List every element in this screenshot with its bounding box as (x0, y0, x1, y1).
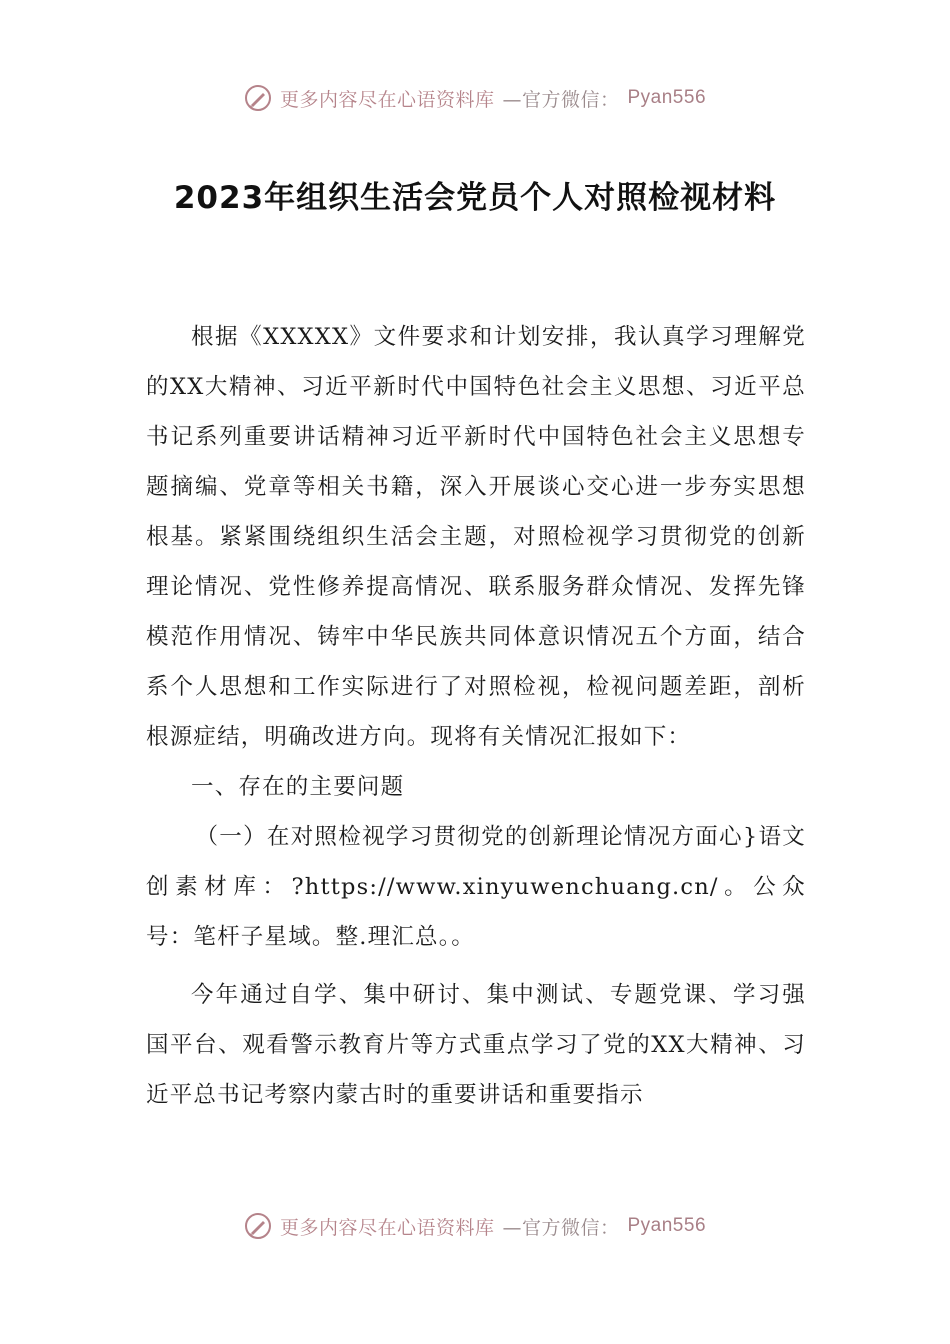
watermark-main-text: 更多内容尽在心语资料库 (279, 88, 495, 111)
watermark-footer (0, 1212, 950, 1240)
document-title: 2023年组织生活会党员个人对照检视材料 (173, 180, 777, 216)
pen-logo-icon (244, 84, 272, 112)
watermark-wechat-id: Pyan556 (627, 87, 707, 108)
document-body (146, 312, 806, 1120)
pen-logo-icon (244, 1212, 272, 1240)
body-paragraph: 今年通过自学、集中研讨、集中测试、专题党课、学习强国平台、观看警示教育片等方式重点学习了党的XX大精神、习近平总书记考察内蒙古时的重要讲话和重要指示 (146, 982, 806, 1108)
subsection-heading: （一）在对照检视学习贯彻党的创新理论情况方面心}语文创素材库：?https://www.xinyuwenchuang.cn/。公众号：笔杆子星域。整.理汇总。。 (146, 824, 806, 950)
section-heading: 一、存在的主要问题 (191, 774, 405, 800)
watermark-sub-text: —官方微信： (502, 88, 620, 111)
watermark-header (0, 84, 950, 112)
intro-paragraph: 根据《XXXXX》文件要求和计划安排，我认真学习理解党的XX大精神、习近平新时代中国特色社会主义思想、习近平总书记系列重要讲话精神习近平新时代中国特色社会主义思想专题摘编、党章等相关书籍，深入开展谈心交心进一步夯实思想根基。紧紧围绕组织生活会主题，对照检视学习贯彻党的创新理论情况、党性修养提高情况、联系服务群众情况、发挥先锋模范作用情况、铸牢中华民族共同体意识情况五个方面，结合系个人思想和工作实际进行了对照检视，检视问题差距，剖析根源症结，明确改进方向。现将有关情况汇报如下： (146, 324, 806, 750)
watermark-wechat-id: Pyan556 (627, 1215, 707, 1236)
watermark-main-text: 更多内容尽在心语资料库 (279, 1216, 495, 1239)
watermark-sub-text: —官方微信： (502, 1216, 620, 1239)
